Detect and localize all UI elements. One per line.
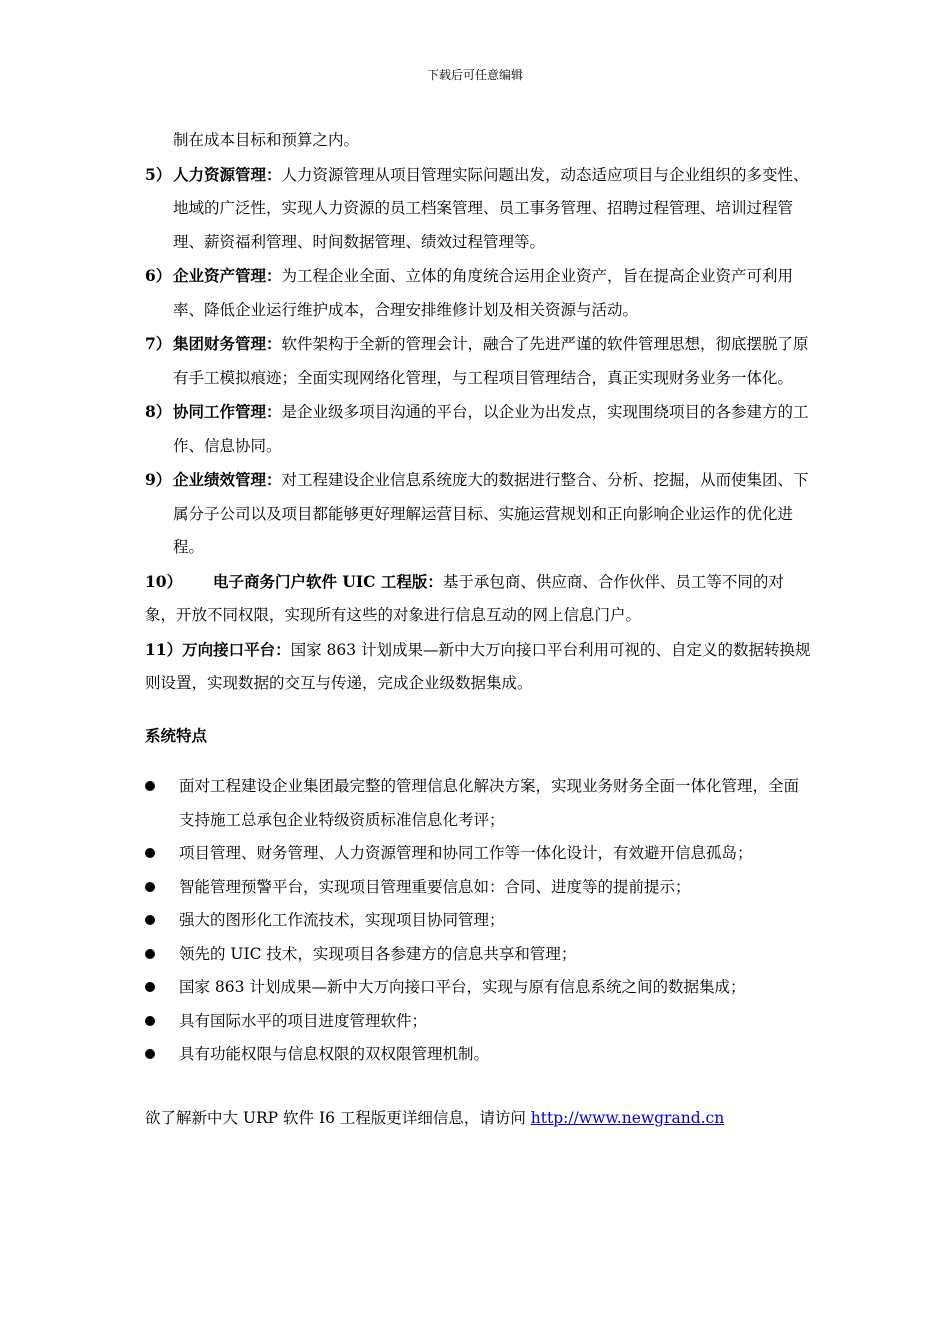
- footer-text: 欲了解新中大 URP 软件 I6 工程版更详细信息，请访问: [145, 1108, 531, 1127]
- list-item: [145, 1038, 813, 1072]
- list-item: [145, 1005, 813, 1039]
- list-item-10: [145, 565, 813, 633]
- item-text: 是企业级多项目沟通的平台，以企业为出发点，实现围绕项目的各参建方的工作、信息协同。: [173, 403, 809, 455]
- list-item-11: [145, 633, 813, 701]
- bullet-text: 具有功能权限与信息权限的双权限管理机制。: [179, 1045, 490, 1063]
- intro-continuation: 制在成本目标和预算之内。: [173, 131, 360, 149]
- item-number: 6）: [145, 266, 172, 285]
- footer-info: [145, 1102, 813, 1136]
- item-number: 10）: [145, 571, 183, 591]
- item-term: 电子商务门户软件 UIC 工程版：: [213, 571, 443, 591]
- bullet-icon: [145, 982, 155, 992]
- list-item: [145, 971, 813, 1005]
- item-term: 万向接口平台：: [182, 639, 291, 659]
- item-number: 7）: [145, 334, 172, 353]
- item-number: 5）: [145, 164, 172, 184]
- item-term: 集团财务管理：: [173, 334, 282, 353]
- bullet-icon: [145, 1049, 155, 1059]
- list-item-7: [145, 327, 813, 395]
- list-item-6: [145, 259, 813, 327]
- bullet-text: 领先的 UIC 技术，实现项目各参建方的信息共享和管理；: [179, 944, 577, 963]
- list-item-8: [145, 395, 813, 463]
- bullet-text: 项目管理、财务管理、人力资源管理和协同工作等一体化设计，有效避开信息孤岛；: [179, 844, 753, 862]
- bullet-icon: [145, 781, 155, 791]
- list-item: [145, 871, 813, 905]
- item-text: 人力资源管理从项目管理实际问题出发，动态适应项目与企业组织的多变性、地域的广泛性，实现人力资源的员工档案管理、员工事务管理、招聘过程管理、培训过程管理、薪资福利管理、时间数据管理、绩效过程管理等。: [173, 165, 809, 251]
- website-link[interactable]: http://www.newgrand.cn: [530, 1108, 725, 1127]
- bullet-text: 国家 863 计划成果—新中大万向接口平台，实现与原有信息系统之间的数据集成；: [179, 978, 746, 996]
- bullet-text: 强大的图形化工作流技术，实现项目协同管理；: [179, 911, 505, 929]
- bullet-text: 面对工程建设企业集团最完整的管理信息化解决方案，实现业务财务全面一体化管理，全面支持施工总承包企业特级资质标准信息化考评；: [179, 777, 800, 829]
- list-item: [145, 770, 813, 837]
- bullet-text: 智能管理预警平台，实现项目管理重要信息如：合同、进度等的提前提示；: [179, 877, 691, 896]
- item-term: 人力资源管理：: [173, 164, 282, 184]
- feature-list: [145, 770, 813, 1072]
- list-item: [145, 904, 813, 938]
- list-item-9: [145, 463, 813, 565]
- bullet-icon: [145, 882, 155, 892]
- item-number: 9）: [145, 470, 172, 489]
- bullet-icon: [145, 848, 155, 858]
- document-body: [145, 124, 813, 1135]
- bullet-text: 具有国际水平的项目进度管理软件；: [179, 1011, 428, 1030]
- list-item: [145, 837, 813, 871]
- bullet-icon: [145, 1016, 155, 1026]
- bullet-icon: [145, 949, 155, 959]
- list-item-5: [145, 158, 813, 260]
- bullet-icon: [145, 915, 155, 925]
- item-number: 11）: [145, 639, 183, 659]
- item-term: 企业绩效管理：: [173, 470, 282, 489]
- item-text: 软件架构于全新的管理会计，融合了先进严谨的软件管理思想，彻底摆脱了原有手工模拟痕迹；全面实现网络化管理，与工程项目管理结合，真正实现财务业务一体化。: [173, 335, 809, 387]
- item-text: 国家 863 计划成果—新中大万向接口平台利用可视的、自定义的数据转换规则设置，实现数据的交互与传递，完成企业级数据集成。: [145, 640, 811, 692]
- list-item: [145, 938, 813, 972]
- section-title: 系统特点: [145, 725, 208, 745]
- item-term: 协同工作管理：: [173, 402, 282, 421]
- item-term: 企业资产管理：: [173, 266, 282, 285]
- page-header: 下载后可任意编辑: [426, 68, 523, 82]
- item-text: 对工程建设企业信息系统庞大的数据进行整合、分析、挖掘，从而使集团、下属分子公司以及项目都能够更好理解运营目标、实施运营规划和正向影响企业运作的优化进程。: [173, 471, 809, 556]
- item-number: 8）: [145, 402, 172, 421]
- item-text: 基于承包商、供应商、合作伙伴、员工等不同的对象，开放不同权限，实现所有这些的对象进行信息互动的网上信息门户。: [145, 572, 784, 624]
- item-text: 为工程企业全面、立体的角度统合运用企业资产，旨在提高企业资产可利用率、降低企业运行维护成本，合理安排维修计划及相关资源与活动。: [173, 267, 794, 319]
